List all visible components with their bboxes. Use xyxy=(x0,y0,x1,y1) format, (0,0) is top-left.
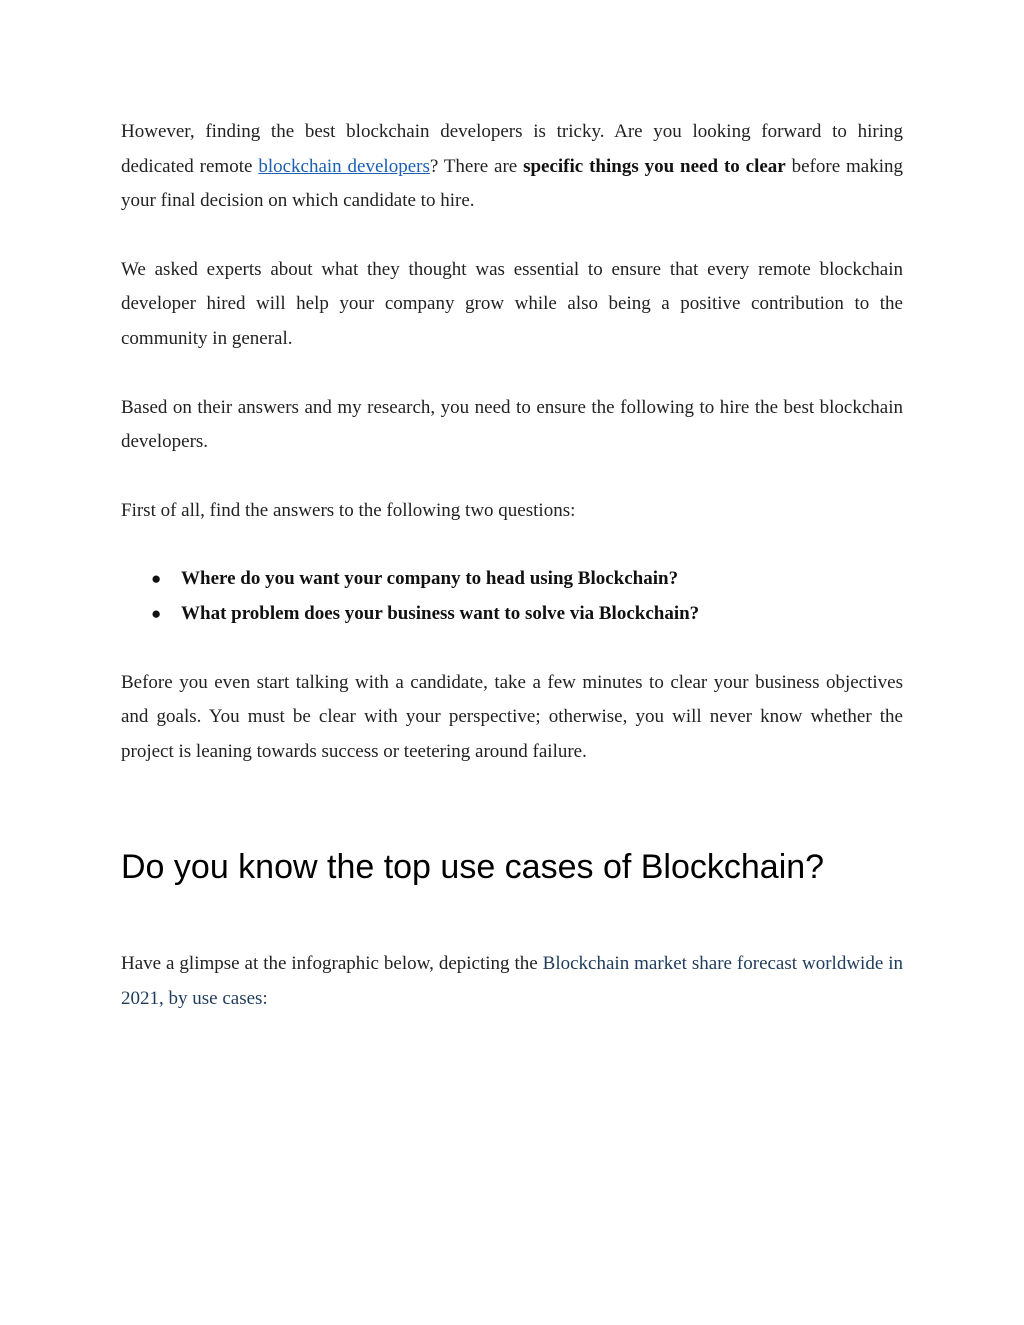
list-item xyxy=(121,562,903,597)
intro-text-c: before making your final decision on which candidate to hire. xyxy=(121,155,904,212)
research-paragraph: Based on their answers and my research, you need to ensure the following to hire the best blockchain developers. xyxy=(121,396,903,453)
intro-bold-text: specific things you need to clear xyxy=(523,155,786,177)
market-share-forecast-link[interactable]: Blockchain market share forecast worldwide in 2021, by use cases: xyxy=(121,953,903,1009)
document-page xyxy=(121,115,903,1017)
questions-list xyxy=(121,562,903,631)
question-text: What problem does your business want to solve via Blockchain? xyxy=(181,602,700,624)
bullet-icon: ● xyxy=(151,569,162,589)
intro-text-a: However, finding the best blockchain developers is tricky. Are you looking forward to hiring dedicated remote xyxy=(121,121,903,177)
bullet-icon: ● xyxy=(151,603,162,623)
infographic-intro-paragraph xyxy=(121,947,903,1016)
question-text: Where do you want your company to head using Blockchain? xyxy=(181,568,679,590)
list-item xyxy=(121,597,903,632)
infographic-text-a: Have a glimpse at the infographic below, depicting the xyxy=(121,953,543,975)
blockchain-developers-link[interactable]: blockchain developers xyxy=(258,155,430,177)
intro-text-b: ? There are xyxy=(429,155,524,177)
section-heading: Do you know the top use cases of Blockchain? xyxy=(121,848,825,887)
objectives-paragraph: Before you even start talking with a candidate, take a few minutes to clear your business objectives and goals. You must be clear with your perspective; otherwise, you will never know whether the project is leaning towards success or teetering around failure. xyxy=(121,671,903,762)
experts-paragraph: We asked experts about what they thought was essential to ensure that every remote blockchain developer hired will help your company grow while also being a positive contribution to the community in general. xyxy=(121,258,903,349)
intro-paragraph xyxy=(121,115,903,219)
questions-intro-paragraph: First of all, find the answers to the following two questions: xyxy=(121,499,576,521)
